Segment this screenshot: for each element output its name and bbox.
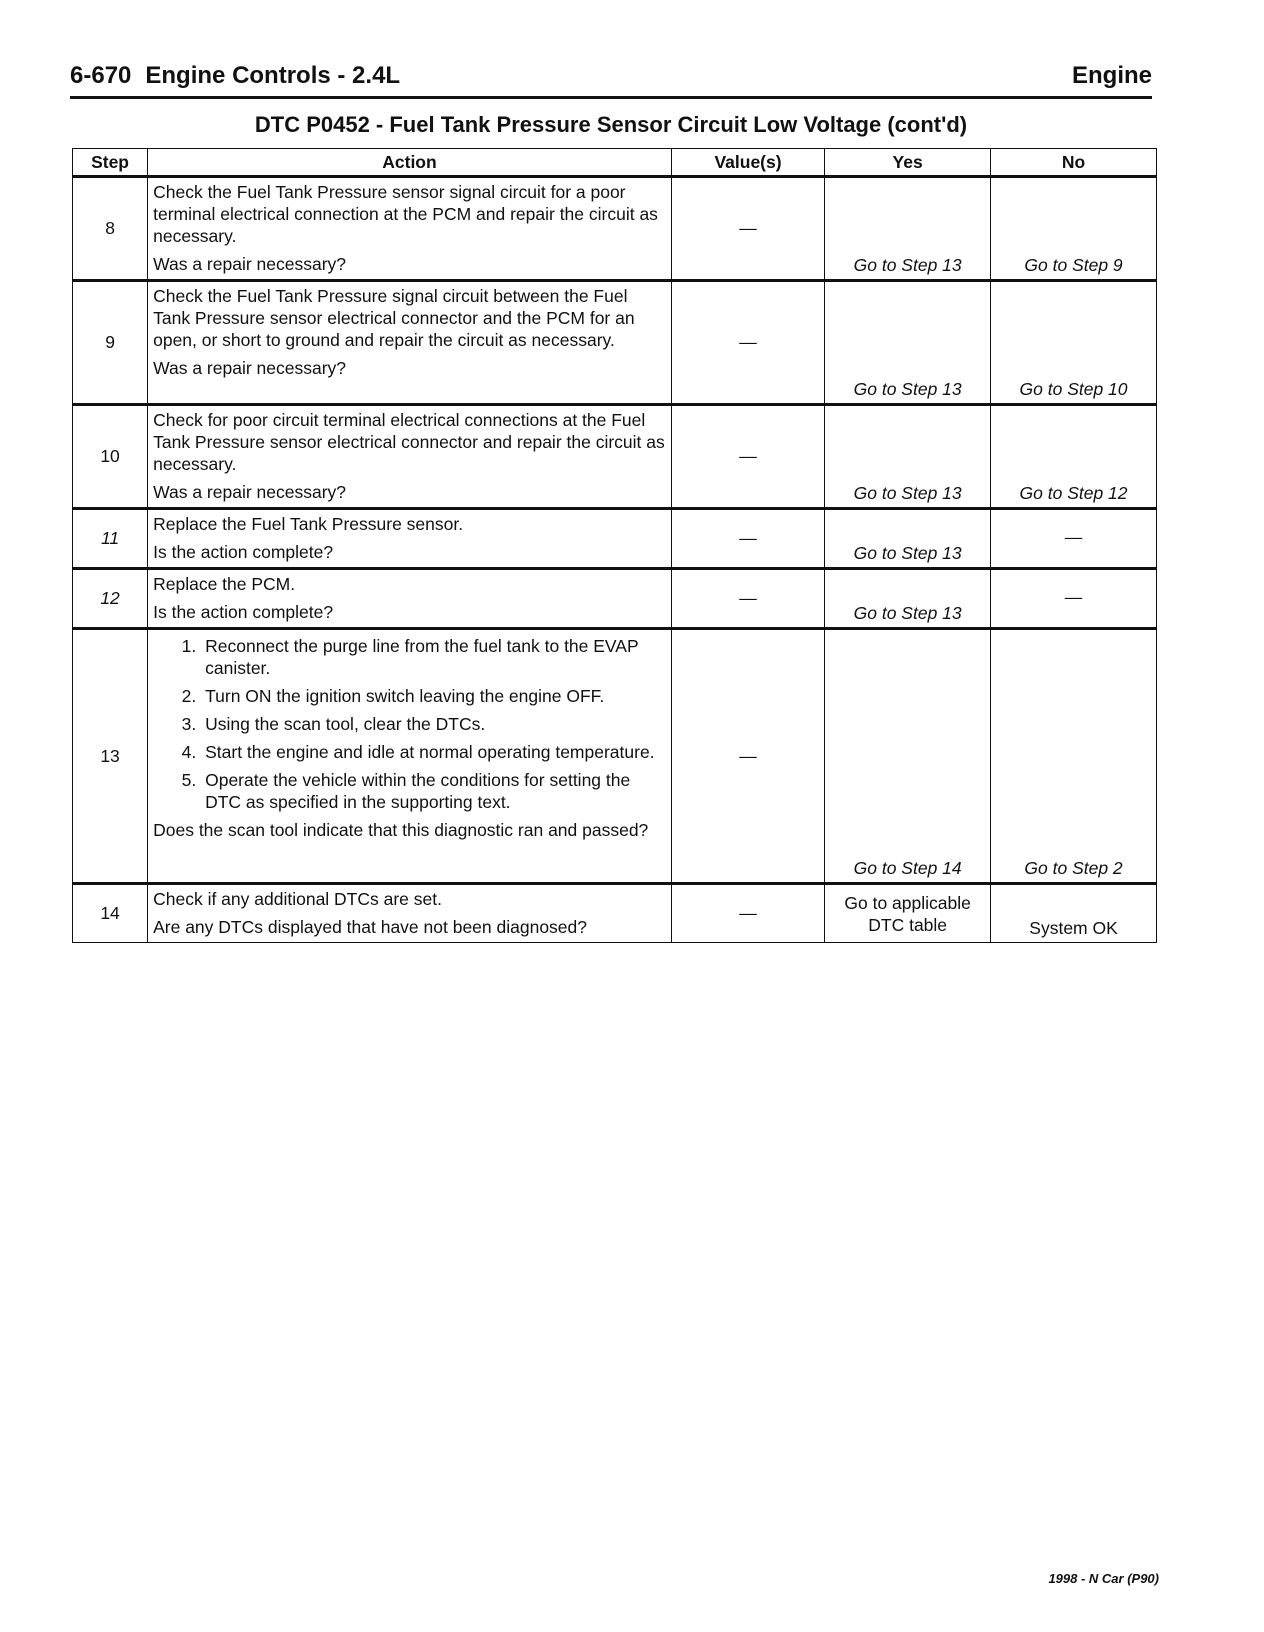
col-yes: Yes	[825, 149, 991, 177]
action-question: Does the scan tool indicate that this diagnostic ran and passed?	[153, 820, 649, 840]
col-action: Action	[148, 149, 672, 177]
yes-cell: Go to Step 13	[825, 177, 991, 281]
step-number: 9	[73, 281, 148, 405]
table-row	[73, 281, 1157, 405]
step-number: 13	[73, 629, 148, 884]
step-number: 10	[73, 405, 148, 509]
no-cell: Go to Step 12	[991, 405, 1157, 509]
action-cell	[148, 509, 672, 569]
no-cell: Go to Step 2	[991, 629, 1157, 884]
section-title: Engine Controls - 2.4L	[145, 62, 401, 89]
diagnostic-table	[72, 148, 1157, 943]
step-number: 8	[73, 177, 148, 281]
procedure-item: 5. Operate the vehicle within the conditions for setting the DTC as specified in the supporting text.	[201, 769, 665, 813]
page-footer: 1998 - N Car (P90)	[1048, 1571, 1159, 1586]
yes-cell: Go to Step 13	[825, 405, 991, 509]
action-question: Is the action complete?	[153, 602, 334, 622]
table-row	[73, 509, 1157, 569]
value-cell: —	[671, 405, 824, 509]
action-cell	[148, 884, 672, 943]
procedure-item: 1. Reconnect the purge line from the fuel tank to the EVAP canister.	[201, 635, 665, 679]
yes-cell: Go to Step 13	[825, 569, 991, 629]
yes-cell: Go to Step 13	[825, 509, 991, 569]
action-question: Is the action complete?	[153, 542, 334, 562]
value-cell: —	[671, 281, 824, 405]
action-text: Check if any additional DTCs are set.	[153, 889, 442, 909]
col-step: Step	[73, 149, 148, 177]
yes-cell: Go to Step 14	[825, 629, 991, 884]
table-row	[73, 629, 1157, 884]
table-row	[73, 569, 1157, 629]
no-cell: —	[991, 509, 1157, 569]
action-question: Are any DTCs displayed that have not been diagnosed?	[153, 917, 588, 937]
procedure-list	[153, 635, 665, 813]
no-cell: System OK	[991, 884, 1157, 943]
no-cell: —	[991, 569, 1157, 629]
no-cell: Go to Step 10	[991, 281, 1157, 405]
yes-cell: Go to applicable DTC table	[825, 884, 991, 943]
action-text: Check the Fuel Tank Pressure sensor signal circuit for a poor terminal electrical connection at the PCM and repair the circuit as necessary.	[153, 182, 658, 246]
table-row	[73, 884, 1157, 943]
action-question: Was a repair necessary?	[153, 358, 347, 378]
value-cell: —	[671, 569, 824, 629]
step-number: 14	[73, 884, 148, 943]
step-number: 12	[73, 569, 148, 629]
step-number: 11	[73, 509, 148, 569]
col-values: Value(s)	[671, 149, 824, 177]
value-cell: —	[671, 629, 824, 884]
action-question: Was a repair necessary?	[153, 254, 347, 274]
action-cell	[148, 569, 672, 629]
action-cell	[148, 281, 672, 405]
no-cell: Go to Step 9	[991, 177, 1157, 281]
action-text: Check the Fuel Tank Pressure signal circuit between the Fuel Tank Pressure sensor electrical connector and the PCM for an open, or short to ground and repair the circuit as necessary.	[153, 286, 635, 350]
page-header	[70, 62, 1152, 99]
action-text: Check for poor circuit terminal electrical connections at the Fuel Tank Pressure sensor electrical connector and repair the circuit as necessary.	[153, 410, 665, 474]
action-cell	[148, 629, 672, 884]
procedure-item: 4. Start the engine and idle at normal operating temperature.	[201, 741, 665, 763]
table-header-row	[73, 149, 1157, 177]
chapter-label: Engine	[1071, 62, 1152, 89]
yes-cell: Go to Step 13	[825, 281, 991, 405]
value-cell: —	[671, 509, 824, 569]
value-cell: —	[671, 884, 824, 943]
table-row	[73, 405, 1157, 509]
procedure-item: 3. Using the scan tool, clear the DTCs.	[201, 713, 665, 735]
table-title: DTC P0452 - Fuel Tank Pressure Sensor Circuit Low Voltage (cont'd)	[254, 112, 968, 137]
action-text: Replace the PCM.	[153, 574, 296, 594]
action-text: Replace the Fuel Tank Pressure sensor.	[153, 514, 464, 534]
action-cell	[148, 177, 672, 281]
procedure-item: 2. Turn ON the ignition switch leaving the engine OFF.	[201, 685, 665, 707]
action-cell	[148, 405, 672, 509]
header-left	[70, 62, 400, 90]
action-question: Was a repair necessary?	[153, 482, 347, 502]
value-cell: —	[671, 177, 824, 281]
table-row	[73, 177, 1157, 281]
col-no: No	[991, 149, 1157, 177]
page-number: 6-670	[70, 62, 132, 89]
